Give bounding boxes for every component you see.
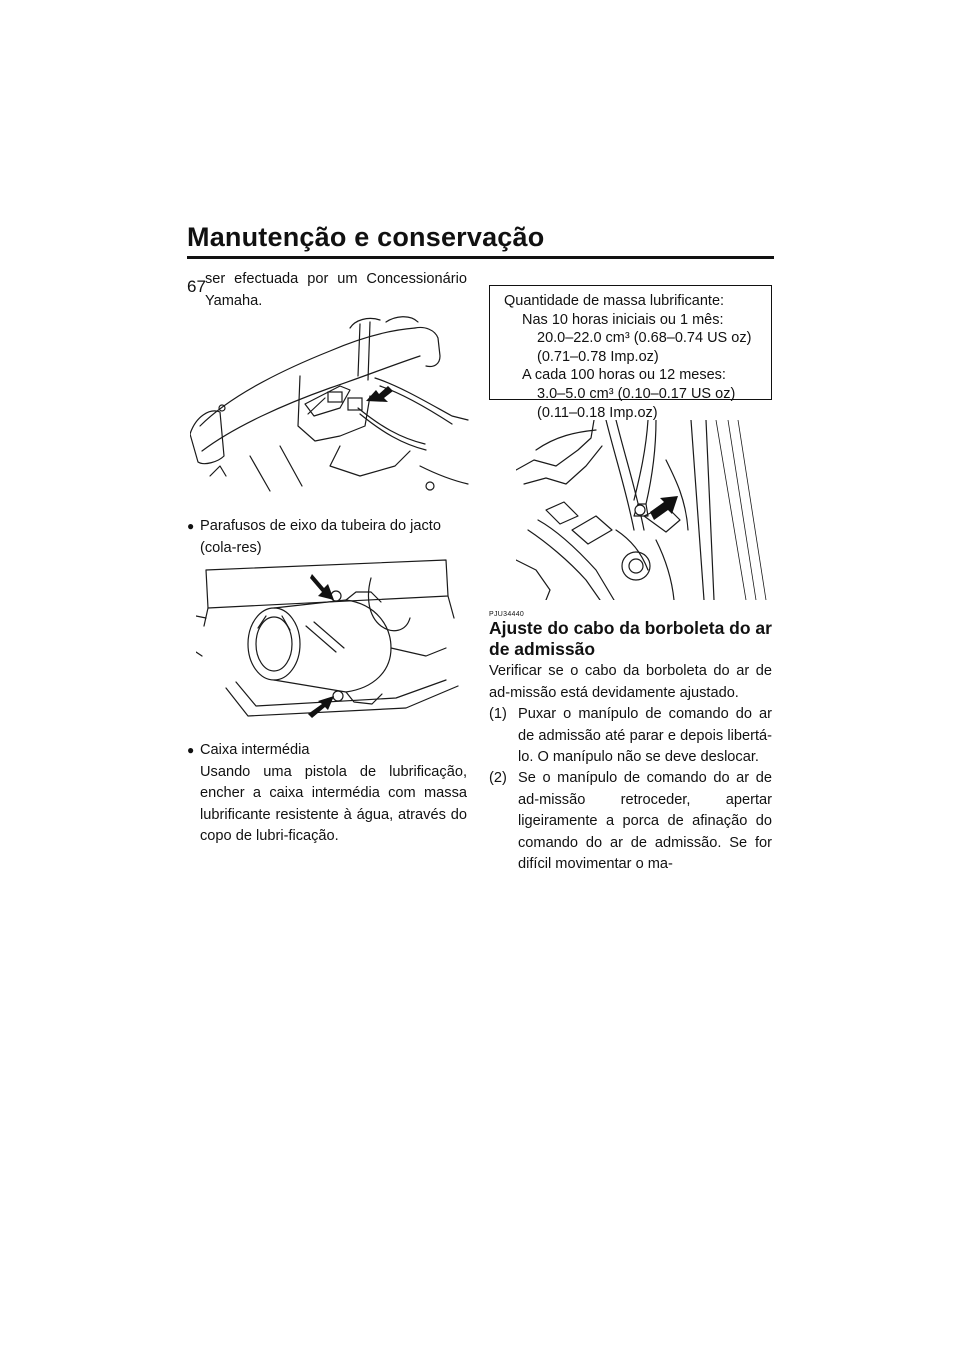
step-item (489, 704, 772, 769)
spec-period: A cada 100 horas ou 12 meses: (522, 367, 726, 384)
spec-heading: Quantidade de massa lubrificante: (504, 293, 725, 309)
intro-paragraph: ser efectuada por um Concessionário Yamaha. (205, 271, 467, 309)
bullet-item-jet-nozzle (187, 516, 467, 559)
section-code: PJU34440 (489, 611, 525, 618)
bullet-text: Parafusos de eixo da tubeira do jacto (cola-res) (200, 518, 441, 556)
bullet-title: Caixa intermédia (200, 742, 310, 758)
spec-value: 3.0–5.0 cm³ (0.10–0.17 US oz) (537, 385, 736, 402)
spec-value: (0.71–0.78 Imp.oz) (537, 348, 659, 365)
bullet-symbol: ● (187, 519, 195, 533)
spec-value: 20.0–22.0 cm³ (0.68–0.74 US oz) (537, 330, 752, 347)
grease-quantity-box (489, 285, 772, 421)
header-divider (187, 256, 774, 259)
bullet-text: Usando uma pistola de lubrificação, encher a caixa intermédia com massa lubrificante resistente à água, através do copo de lubri-ficação. (200, 763, 467, 844)
step-text: Puxar o manípulo de comando do ar de admissão até parar e depois libertá-lo. O manípulo não se deve deslocar. (518, 706, 772, 765)
figure-handlebar-illustration (190, 316, 470, 498)
section-title: Ajuste do cabo da borboleta do ar de admissão (489, 618, 772, 659)
step-number: (2) (489, 770, 507, 786)
bullet-item-intermediate-housing (187, 740, 467, 848)
figure-jet-nozzle-illustration (196, 556, 466, 722)
step-item (489, 768, 772, 876)
page-title: Manutenção e conservação (187, 222, 545, 252)
page-number: 67 (187, 277, 206, 296)
figure-grease-cup-illustration (516, 420, 772, 600)
spec-period: Nas 10 horas iniciais ou 1 mês: (522, 311, 724, 328)
spec-value: (0.11–0.18 Imp.oz) (537, 404, 658, 421)
bullet-symbol: ● (187, 743, 195, 757)
step-text: Se o manípulo de comando do ar de ad-missão retroceder, apertar ligeiramente a porca de afinação do comando do ar de admissão. Se for difícil movimentar o ma- (518, 770, 772, 872)
section-intro: Verificar se o cabo da borboleta do ar de ad-missão está devidamente ajustado. (489, 663, 772, 701)
step-number: (1) (489, 706, 507, 722)
